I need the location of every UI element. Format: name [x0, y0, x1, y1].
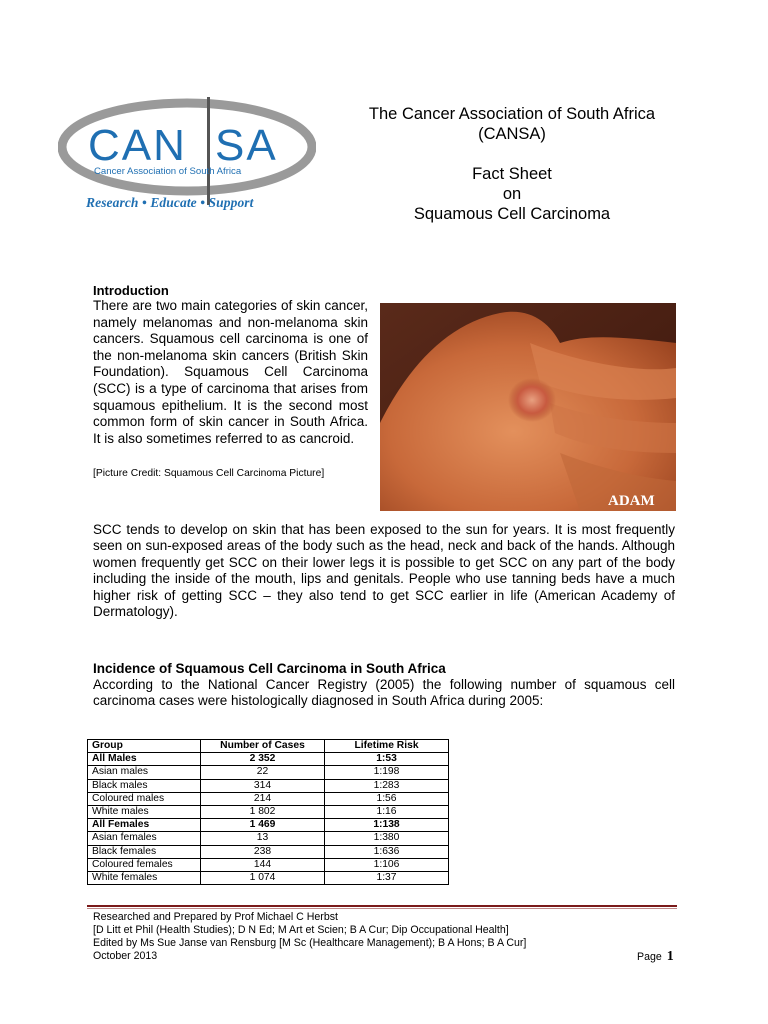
cell-group: Black males	[88, 779, 201, 792]
cell-group: Black females	[88, 845, 201, 858]
cell-group: Asian males	[88, 766, 201, 779]
table-row	[88, 766, 449, 779]
footer-line-1: Researched and Prepared by Prof Michael C Herbst	[93, 911, 338, 923]
cell-cases: 238	[201, 845, 325, 858]
cell-cases: 214	[201, 792, 325, 805]
cell-group: White males	[88, 805, 201, 818]
cell-group: Asian females	[88, 832, 201, 845]
cell-risk: 1:106	[325, 858, 449, 871]
table-row	[88, 753, 449, 766]
logo-letters-left: CAN	[88, 121, 187, 170]
lesion	[508, 378, 556, 422]
header-cases: Number of Cases	[201, 740, 325, 753]
cell-cases: 2 352	[201, 753, 325, 766]
cell-group: All Males	[88, 753, 201, 766]
cell-group: White females	[88, 871, 201, 884]
cell-risk: 1:283	[325, 779, 449, 792]
footer-date: October 2013	[93, 950, 158, 962]
cell-cases: 314	[201, 779, 325, 792]
footer	[93, 911, 526, 963]
table-row	[88, 779, 449, 792]
cell-risk: 1:636	[325, 845, 449, 858]
cases-table	[87, 739, 449, 885]
table-header-row	[88, 740, 449, 753]
table-row	[88, 845, 449, 858]
logo-letters-right: SA	[215, 121, 278, 170]
cell-group: Coloured males	[88, 792, 201, 805]
cell-cases: 1 469	[201, 819, 325, 832]
cell-risk: 1:380	[325, 832, 449, 845]
title-line-4: on	[502, 185, 522, 203]
title-line-3: Fact Sheet	[472, 165, 552, 183]
picture-credit: [Picture Credit: Squamous Cell Carcinoma Picture]	[93, 468, 325, 479]
cell-cases: 1 802	[201, 805, 325, 818]
title-line-5: Squamous Cell Carcinoma	[413, 205, 611, 223]
incidence-heading: Incidence of Squamous Cell Carcinoma in South Africa	[93, 661, 446, 676]
logo-cross-vertical	[207, 97, 210, 205]
page-number: 1	[666, 949, 674, 964]
footer-line-2: [D Litt et Phil (Health Studies); D N Ed; M Art et Scien; B A Cur; Dip Occupational Health]	[93, 924, 509, 936]
cell-risk: 1:138	[325, 819, 449, 832]
hand-lesion-photo	[380, 303, 676, 511]
incidence-text: According to the National Cancer Registry (2005) the following number of squamous cell carcinoma cases were histologically diagnosed in South Africa during 2005:	[93, 677, 675, 709]
adam-watermark: ADAM	[608, 493, 655, 509]
table-row	[88, 792, 449, 805]
title-line-1: The Cancer Association of South Africa	[368, 105, 656, 123]
scc-paragraph: SCC tends to develop on skin that has been exposed to the sun for years. It is most frequently seen on sun-exposed areas of the body such as the head, neck and back of the hands. Although women frequently get SCC on their lower legs it is possible to get SCC on any part of the body including the inside of the mouth, lips and genitals. People who use tanning beds have a much higher risk of getting SCC – they also tend to get SCC earlier in life (American Academy of Dermatology).	[93, 522, 675, 620]
table-row	[88, 805, 449, 818]
footer-rule-thin	[87, 908, 677, 909]
cell-cases: 144	[201, 858, 325, 871]
footer-line-3: Edited by Ms Sue Janse van Rensburg [M Sc (Healthcare Management); B A Hons; B A Cur]	[93, 937, 527, 949]
footer-rule	[87, 905, 677, 907]
cell-cases: 1 074	[201, 871, 325, 884]
logo-tagline: Research • Educate • Support	[86, 195, 254, 210]
page-indicator	[637, 949, 674, 965]
title-line-2: (CANSA)	[478, 125, 546, 143]
page-label: Page	[637, 951, 662, 963]
table-row	[88, 858, 449, 871]
header-group: Group	[88, 740, 201, 753]
table-row	[88, 871, 449, 884]
cell-cases: 22	[201, 766, 325, 779]
cell-risk: 1:37	[325, 871, 449, 884]
cell-group: All Females	[88, 819, 201, 832]
logo-subtitle: Cancer Association of South Africa	[94, 166, 242, 177]
cell-risk: 1:16	[325, 805, 449, 818]
cell-risk: 1:53	[325, 753, 449, 766]
title-block	[336, 104, 688, 224]
cell-group: Coloured females	[88, 858, 201, 871]
intro-text: There are two main categories of skin cancer, namely melanomas and non-melanoma skin cancers. Squamous cell carcinoma is one of the non-melanoma skin cancers (British Skin Foundation). Squamous Cell Carcinoma (SCC) is a type of carcinoma that arises from squamous epithelium. It is the second most common form of skin cancer in South Africa. It is also sometimes referred to as cancroid.	[93, 298, 368, 446]
intro-heading: Introduction	[93, 283, 169, 298]
cell-risk: 1:198	[325, 766, 449, 779]
header-risk: Lifetime Risk	[325, 740, 449, 753]
table-row	[88, 819, 449, 832]
cell-risk: 1:56	[325, 792, 449, 805]
cell-cases: 13	[201, 832, 325, 845]
table-row	[88, 832, 449, 845]
